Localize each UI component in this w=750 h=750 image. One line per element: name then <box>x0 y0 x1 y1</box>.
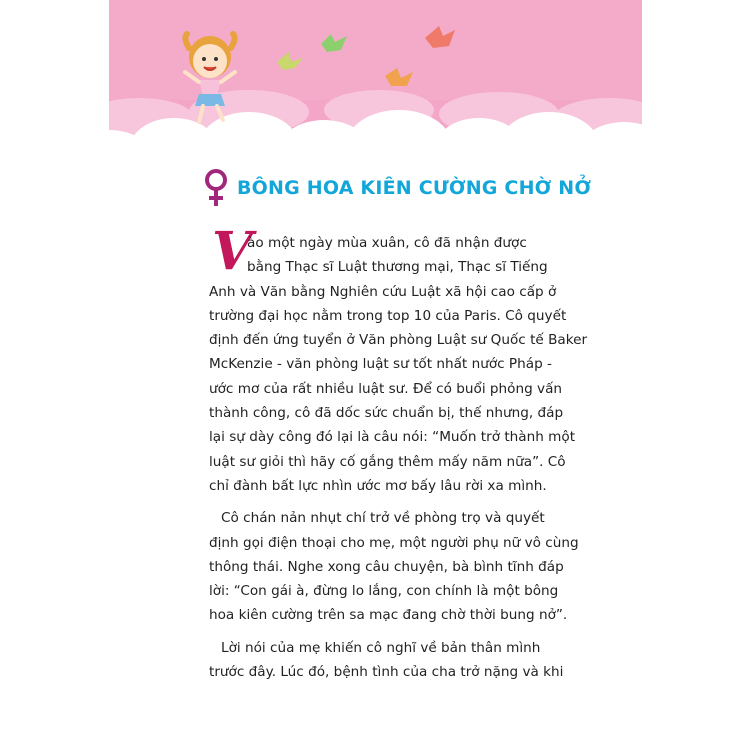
drop-cap: V <box>212 221 253 282</box>
text-line: Cô chán nản nhụt chí trở về phòng trọ và quyết <box>221 510 545 527</box>
text-line: định đến ứng tuyển ở Văn phòng Luật sư Quốc tế Baker <box>209 332 588 349</box>
text-line: trước đây. Lúc đó, bệnh tình của cha trở nặng và khi <box>209 664 564 681</box>
text-line: lại sự dày công đó lại là câu nói: “Muốn trở thành một <box>209 429 576 446</box>
chapter-heading <box>201 166 591 210</box>
text-line: ào một ngày mùa xuân, cô đã nhận được <box>247 235 527 251</box>
paragraph-1 <box>209 231 691 498</box>
paragraph-2 <box>209 506 691 627</box>
book-page <box>109 0 642 750</box>
text-line: trường đại học nằm trong top 10 của Paris. Cô quyết <box>209 307 567 324</box>
text-line: lời: “Con gái à, đừng lo lắng, con chính là một bông <box>209 583 559 600</box>
text-line: Lời nói của mẹ khiến cô nghĩ về bản thân mình <box>221 639 541 656</box>
text-line: McKenzie - văn phòng luật sư tốt nhất nước Pháp - <box>209 356 552 373</box>
story-body <box>209 231 691 692</box>
text-line: Anh và Văn bằng Nghiên cứu Luật xã hội cao cấp ở <box>209 283 557 300</box>
header-banner <box>109 0 642 160</box>
text-line: bằng Thạc sĩ Luật thương mại, Thạc sĩ Tiếng <box>247 259 548 276</box>
text-line: hoa kiên cường trên sa mạc đang chờ thời bung nở”. <box>209 607 568 624</box>
text-line: thông thái. Nghe xong câu chuyện, bà bình tĩnh đáp <box>209 558 564 575</box>
text-line: định gọi điện thoại cho mẹ, một người phụ nữ vô cùng <box>209 534 579 551</box>
paragraph-3 <box>209 636 691 685</box>
text-line: thành công, cô đã dốc sức chuẩn bị, thế nhưng, đáp <box>209 405 564 422</box>
text-line: luật sư giỏi thì hãy cố gắng thêm mấy năm nữa”. Cô <box>209 453 566 470</box>
text-line: ước mơ của rất nhiều luật sư. Để có buổi phỏng vấn <box>209 380 563 397</box>
female-symbol-icon <box>201 168 231 208</box>
text-line: chỉ đành bất lực nhìn ước mơ bấy lâu rời xa mình. <box>209 477 547 494</box>
banner-illustration <box>109 0 642 160</box>
chapter-title: BÔNG HOA KIÊN CƯỜNG CHỜ NỞ <box>237 177 592 199</box>
